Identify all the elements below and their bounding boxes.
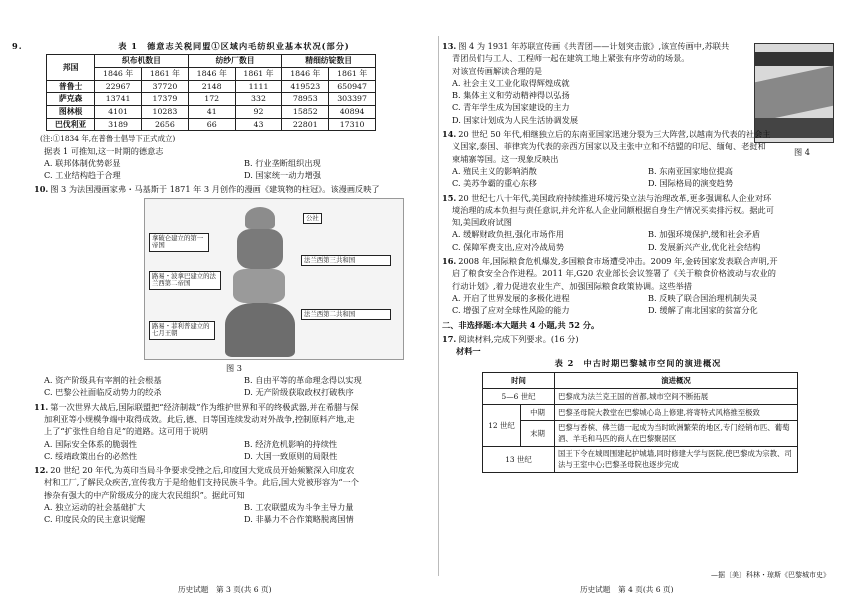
option-c[interactable]: C. 巴黎公社面临反动势力的绞杀 <box>44 387 162 398</box>
question-15: 15. 20 世纪七八十年代,美国政府持续推进环境污染立法与治理改革,更多强调私人企业对环 境治理的成本负担与责任意识,并允许私人企业同额根据自身生产情况买卖排污权。据此可 知,美国政府试图 A. 缓解财政负担,强化市场作用 B. 加强环境保护,缓和社会矛盾 C. 保障军费支出,应对冷战局势 D. 发展新兴产业,优化社会结构 <box>442 192 834 253</box>
label-second-empire: 路易・波拿巴建立的法兰西第二帝国 <box>149 271 221 290</box>
option-a[interactable]: A. 资产阶级具有宰割的社会根基 <box>44 375 162 386</box>
question-16-number: 16. <box>442 256 457 267</box>
table-1-col-group: 纺纱厂数目 <box>188 55 282 68</box>
label-second-republic: 法兰西第二共和国 <box>301 309 391 321</box>
option-d[interactable]: D. 无产阶级获取政权打破秩序 <box>244 387 354 398</box>
table-1-row-header: 邦国 <box>47 55 95 80</box>
option-a[interactable]: A. 殖民主义的影响消散 <box>452 165 537 176</box>
question-12-options <box>34 501 434 526</box>
cartoon-base-figure <box>225 303 295 357</box>
question-11: 11. 第一次世界大战后,国际联盟把“经济制裁”作为维护世界和平的终极武器,并在希腊与保 加利亚等小规模争端中取得成效。此后,德、日等国连续发动对外战争,控制原料产地,走 上了“扩张性自给自足”的道路。这可用于说明 A. 国际安全体系的脆弱性 B. 经济危机影响的持续性 C. 绥靖政策出台的必然性 D. 大国一致原则的局限性 <box>34 401 434 462</box>
period-13th-century: 13 世纪 <box>483 446 555 472</box>
table-row: 13 世纪 国王下令在城周围建起护城墙,同时修建大学与医院,使巴黎成为宗教、司法与王室中心;巴黎圣母院也逐步完成 <box>483 446 798 472</box>
poster-workers <box>755 66 833 123</box>
option-d[interactable]: D. 缓解了南北国家的贫富分化 <box>648 305 758 316</box>
option-b[interactable]: B. 自由平等的革命理念得以实现 <box>244 375 362 386</box>
question-13-number: 13. <box>442 41 457 51</box>
cartoon-middle-figure <box>237 229 283 269</box>
option-b[interactable]: B. 加强环境保护,缓和社会矛盾 <box>648 229 761 240</box>
question-14: 14. 20 世纪 50 年代,相继独立后的东南亚国家迅速分裂为三大阵营,以越南为代表的社会主 义国家,泰国、菲律宾为代表的亲西方国家以及主张中立和不结盟的印尼、缅甸、老挝和 柬埔寨等国。这一现象反映出 A. 殖民主义的影响消散 B. 东南亚国家地位提高 C. 美苏争霸的重心东移 D. 国际格局的演变趋势 <box>442 128 834 189</box>
material-one-label: 材料一 <box>456 346 481 357</box>
option-b[interactable]: B. 反映了联合国治理机制失灵 <box>648 292 758 303</box>
table-1-note: (注:①1834 年,在普鲁士倡导下正式成立) <box>40 134 176 144</box>
table-2-header-content: 演进概况 <box>555 372 798 388</box>
question-11-options <box>34 438 434 463</box>
option-c[interactable]: C. 美苏争霸的重心东移 <box>452 178 537 189</box>
table-2-source: —据〔美〕科林・琼斯《巴黎城市史》 <box>711 571 830 579</box>
year-header: 1846 年 <box>282 67 329 80</box>
figure-4-caption: 图 4 <box>794 147 810 157</box>
option-a[interactable]: A. 独立运动的社会基础扩大 <box>44 501 146 512</box>
question-10 <box>34 183 434 398</box>
question-9-stem: 据表 1 可推知,这一时期的德意志 <box>44 145 164 156</box>
table-2 <box>482 372 798 473</box>
question-12: 12. 20 世纪 20 年代,为英印当局斗争要求受挫之后,印度国大党成员开始频繁深入印度农 村和工厂,了解民众疾苦,宣传我方于是给他们支持民族斗争。此后,国大党被形容为“一个 掺杂有强大的中产阶级成分的庞大农民组织”。据此可知 A. 独立运动的社会基础扩大 B. 工农联盟成为斗争主导力量 C. 印度民众的民主意识觉醒 D. 非暴力不合作策略脱离国情 <box>34 464 434 525</box>
page-4-footer: 历史试题 第 4 页(共 6 页) <box>580 585 674 594</box>
table-1-col-group: 精细纺锭数目 <box>282 55 376 68</box>
table-1-caption: 9. 表 1 德意志关税同盟①区域内毛纺织业基本状况(部分) <box>12 41 350 51</box>
right-column <box>442 40 834 475</box>
poster-title-band <box>755 52 833 66</box>
option-d[interactable]: D. 非暴力不合作策略脱离国情 <box>244 514 354 525</box>
question-17-number: 17. <box>442 333 457 344</box>
year-header: 1861 年 <box>142 67 189 80</box>
label-first-empire: 拿破仑建立的第一帝国 <box>149 233 209 252</box>
option-a[interactable]: A. 联邦体制优势彰显 <box>44 157 121 168</box>
question-13-options <box>442 77 748 126</box>
table-2-header-time: 时间 <box>483 372 555 388</box>
option-b[interactable]: B. 集体主义和劳动精神得以弘扬 <box>452 90 570 101</box>
option-b[interactable]: B. 东南亚国家地位提高 <box>648 165 733 176</box>
option-a[interactable]: A. 国际安全体系的脆弱性 <box>44 438 137 449</box>
question-16: 16. 2008 年,国际粮食危机爆发,多国粮食市场遭受冲击。2009 年,金砖国家发表联合声明,开 启了粮食安全合作进程。2011 年,G20 农业部长会议签署了《关于粮食价格波动与农业的 行动计划》,着力促进农业生产、加强国际粮食政策协调。这些举措 A. 开启了世界发展的多极化进程 B. 反映了联合国治理机制失灵 C. 增强了应对全球性风险的能力 D. 缓解了南北国家的贫富分化 <box>442 255 834 316</box>
column-divider <box>438 36 439 576</box>
label-july-monarchy: 路易・菲利普建立的七月王朝 <box>149 321 215 340</box>
question-14-options <box>442 165 834 190</box>
question-14-number: 14. <box>442 129 457 140</box>
option-b[interactable]: B. 行业垄断组织出现 <box>244 157 321 168</box>
question-15-options <box>442 228 834 253</box>
table-1 <box>46 54 376 131</box>
year-header: 1861 年 <box>329 67 376 80</box>
question-10-number: 10. <box>34 184 49 195</box>
label-third-republic: 法兰西第三共和国 <box>301 255 391 267</box>
table-row: 普鲁士 22967 37720 2148 1111 419523 650947 <box>47 80 376 93</box>
table-row: 萨克森 13741 17379 172 332 78953 303397 <box>47 93 376 106</box>
table-row: 末期 巴黎与香槟、佛兰德一起成为当时欧洲繁荣的地区,专门经销布匹、葡萄酒、羊毛和马匹的商人在巴黎聚居区 <box>483 420 798 446</box>
option-c[interactable]: C. 增强了应对全球性风险的能力 <box>452 305 570 316</box>
cartoon-top-figure <box>245 207 275 229</box>
option-a[interactable]: A. 开启了世界发展的多极化进程 <box>452 292 570 303</box>
table-row: 12 世纪 中期 巴黎圣母院大教堂在巴黎城心岛上修建,将寄特式风格推至极致 <box>483 404 798 420</box>
table-2-caption: 表 2 中古时期巴黎城市空间的演进概况 <box>554 358 722 369</box>
label-commune: 公社 <box>303 213 322 225</box>
table-row: 5—6 世纪 巴黎成为法兰克王国的首都,城市空间不断拓展 <box>483 388 798 404</box>
option-c[interactable]: C. 青年学生成为国家建设的主力 <box>452 102 570 113</box>
question-13: 13. 图 4 为 1931 年苏联宣传画《共青团——计划突击旅》,该宣传画中,苏联共 青团员们与工人、工程师一起在建筑工地上紧张有序劳动的场景。 对该宣传画解读合理的是 A. 社会主义工业化取得辉煌成就 B. 集体主义和劳动精神得以弘扬 C. 青年学生成为国家建设的主力 D. 国家计划成为人民生活协调发展 图 4 <box>442 40 834 126</box>
year-header: 1861 年 <box>235 67 282 80</box>
section-heading: 二、非选择题:本大题共 4 小题,共 52 分。 <box>442 319 600 330</box>
option-a[interactable]: A. 社会主义工业化取得辉煌成就 <box>452 77 570 88</box>
page-3-footer: 历史试题 第 3 页(共 6 页) <box>178 585 272 594</box>
option-c[interactable]: C. 绥靖政策出台的必然性 <box>44 450 138 461</box>
question-12-number: 12. <box>34 465 49 476</box>
option-b[interactable]: B. 经济危机影响的持续性 <box>244 438 338 449</box>
question-17: 17. 阅读材料,完成下列要求。(16 分) 材料一 表 2 中古时期巴黎城市空间的演进概况 时间 演进概况 5—6 世纪 巴黎成为法兰克王国的首都,城市空间不断拓展 12 世纪 中期 巴黎圣母院大教堂在巴黎城心岛上修建,将寄特式风格推至极致 末期 巴黎与香槟、佛兰德一起成为当时欧洲繁荣的地区,专门经销布匹、葡萄酒、羊毛和马匹的商人在巴黎聚居区 13 世纪 国王下令在城周围建起护城墙,同时修建大学与医院,使巴黎成为宗教、司法与王室中心;巴黎圣母院也逐步完成 <box>442 333 834 473</box>
table-row: 图林根 4101 10283 41 92 15852 40894 <box>47 106 376 119</box>
question-11-number: 11. <box>34 401 49 412</box>
option-c[interactable]: C. 工业结构趋于合理 <box>44 170 121 181</box>
figure-3-caption: 图 3 <box>226 362 242 373</box>
cartoon-lower-figure <box>233 269 285 303</box>
option-d[interactable]: D. 国家计划成为人民生活协调发展 <box>452 114 579 125</box>
question-10-options <box>34 374 434 399</box>
question-10-stem: 图 3 为法国漫画家弗・马基斯于 1871 年 3 月创作的漫画《建筑物的柱冠》。该漫画反映了 <box>50 184 380 195</box>
option-c[interactable]: C. 印度民众的民主意识觉醒 <box>44 514 146 525</box>
year-header: 1846 年 <box>95 67 142 80</box>
year-header: 1846 年 <box>188 67 235 80</box>
question-15-number: 15. <box>442 192 457 203</box>
option-d[interactable]: D. 大国一致原则的局限性 <box>244 450 338 461</box>
question-9 <box>12 40 434 181</box>
question-9-options <box>34 157 434 182</box>
question-9-number: 9. <box>12 41 23 51</box>
table-row: 巴伐利亚 3189 2656 66 43 22801 17310 <box>47 118 376 131</box>
option-b[interactable]: B. 工农联盟成为斗争主导力量 <box>244 501 354 512</box>
table-1-col-group: 织布机数目 <box>95 55 189 68</box>
option-d[interactable]: D. 国家统一动力增强 <box>244 170 321 181</box>
period-12th-century: 12 世纪 <box>483 404 521 446</box>
option-d[interactable]: D. 国际格局的演变趋势 <box>648 178 734 189</box>
option-d[interactable]: D. 发展新兴产业,优化社会结构 <box>648 241 761 252</box>
figure-3-cartoon <box>144 198 404 360</box>
option-a[interactable]: A. 缓解财政负担,强化市场作用 <box>452 229 564 240</box>
option-c[interactable]: C. 保障军费支出,应对冷战局势 <box>452 241 565 252</box>
left-column <box>12 40 434 528</box>
question-16-options <box>442 292 834 317</box>
